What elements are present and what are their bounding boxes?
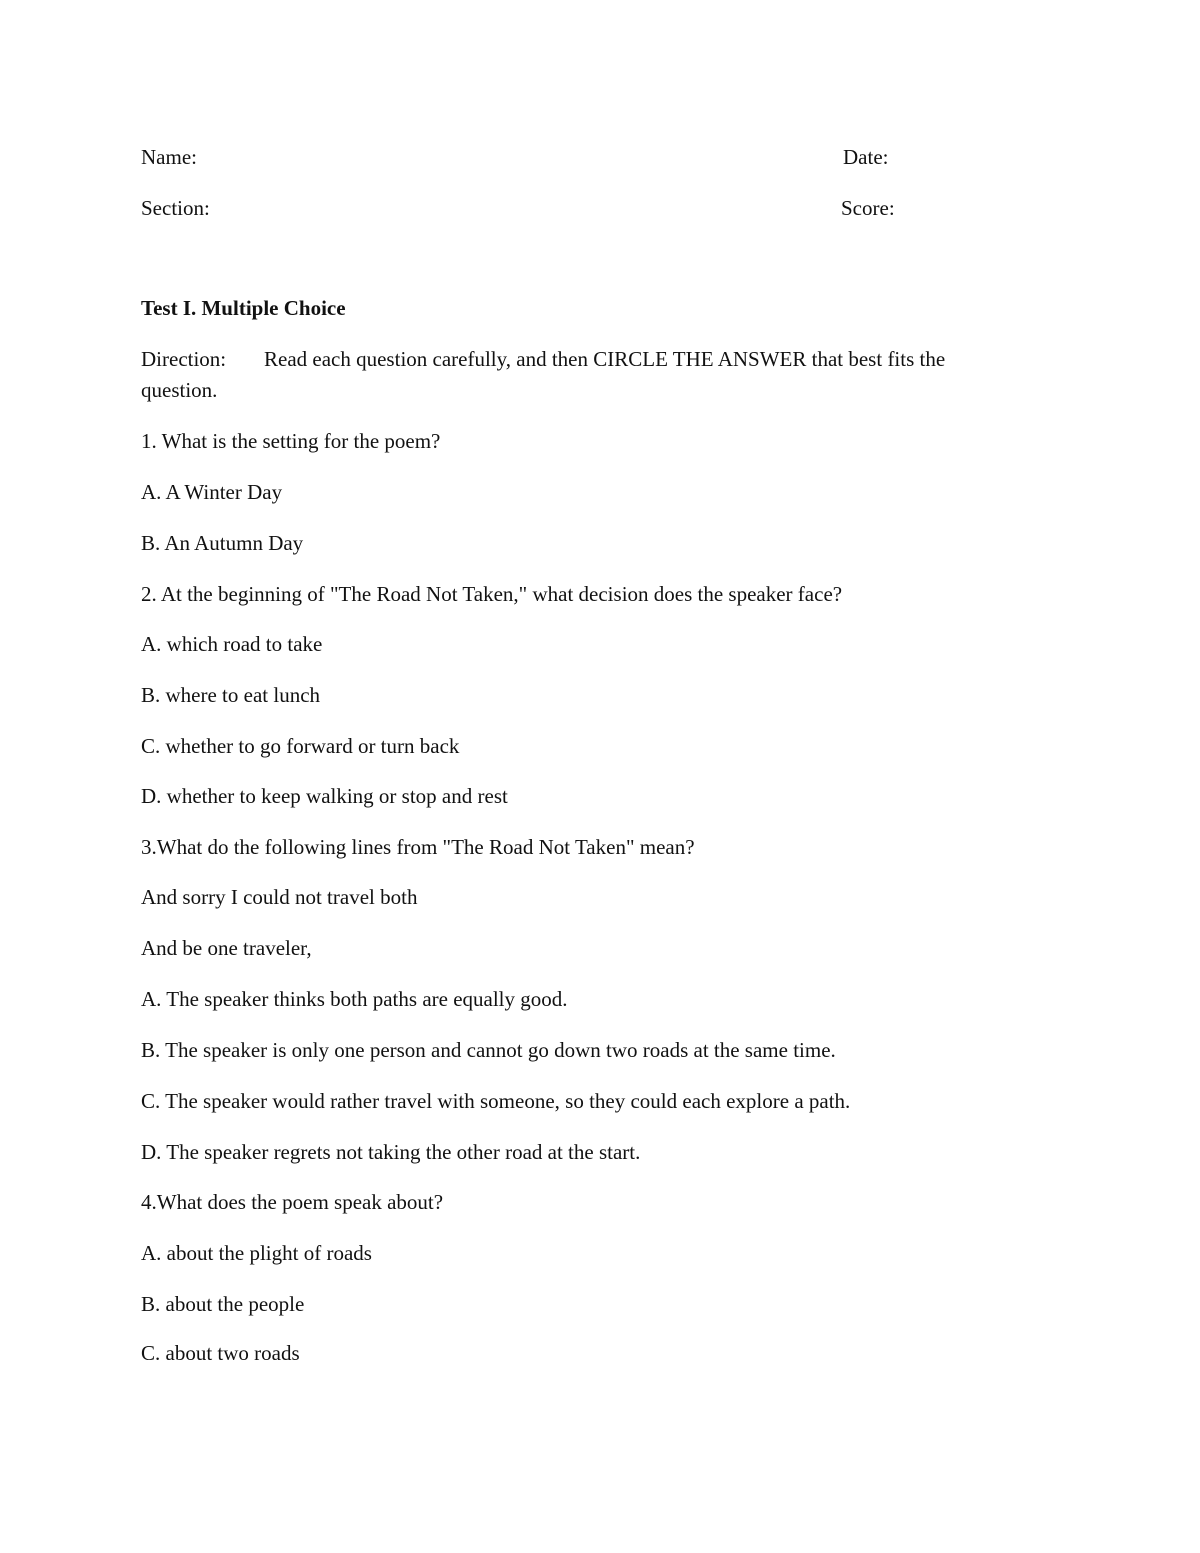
date-label: Date: (843, 145, 889, 169)
question-1-option-b[interactable]: B. An Autumn Day (141, 531, 304, 555)
question-3-quote-line2: And be one traveler, (141, 936, 312, 960)
direction-text-line2: question. (141, 378, 218, 402)
question-3-option-d[interactable]: D. The speaker regrets not taking the other road at the start. (141, 1140, 641, 1164)
question-4-option-a[interactable]: A. about the plight of roads (141, 1241, 372, 1265)
question-2-option-a[interactable]: A. which road to take (141, 632, 323, 656)
question-3-quote-line1: And sorry I could not travel both (141, 885, 418, 909)
question-3-option-b[interactable]: B. The speaker is only one person and cannot go down two roads at the same time. (141, 1038, 836, 1062)
question-1-prompt: 1. What is the setting for the poem? (141, 429, 441, 453)
question-2-option-b[interactable]: B. where to eat lunch (141, 683, 321, 707)
question-2-option-d[interactable]: D. whether to keep walking or stop and rest (141, 784, 508, 808)
score-label: Score: (841, 196, 895, 220)
direction-label: Direction: (141, 347, 227, 371)
test-title: Test I. Multiple Choice (141, 296, 346, 320)
question-4-option-c[interactable]: C. about two roads (141, 1341, 300, 1365)
question-3-option-a[interactable]: A. The speaker thinks both paths are equally good. (141, 987, 568, 1011)
question-3-option-c[interactable]: C. The speaker would rather travel with someone, so they could each explore a path. (141, 1089, 851, 1113)
question-4-prompt: 4.What does the poem speak about? (141, 1190, 444, 1214)
direction-text-line1: Read each question carefully, and then CIRCLE THE ANSWER that best fits the (264, 347, 946, 371)
question-3-prompt: 3.What do the following lines from "The Road Not Taken" mean? (141, 835, 695, 859)
section-label: Section: (141, 196, 210, 220)
question-4-option-b[interactable]: B. about the people (141, 1292, 305, 1316)
question-1-option-a[interactable]: A. A Winter Day (141, 480, 283, 504)
question-2-prompt: 2. At the beginning of "The Road Not Taken," what decision does the speaker face? (141, 582, 843, 606)
question-2-option-c[interactable]: C. whether to go forward or turn back (141, 734, 460, 758)
name-label: Name: (141, 145, 197, 169)
